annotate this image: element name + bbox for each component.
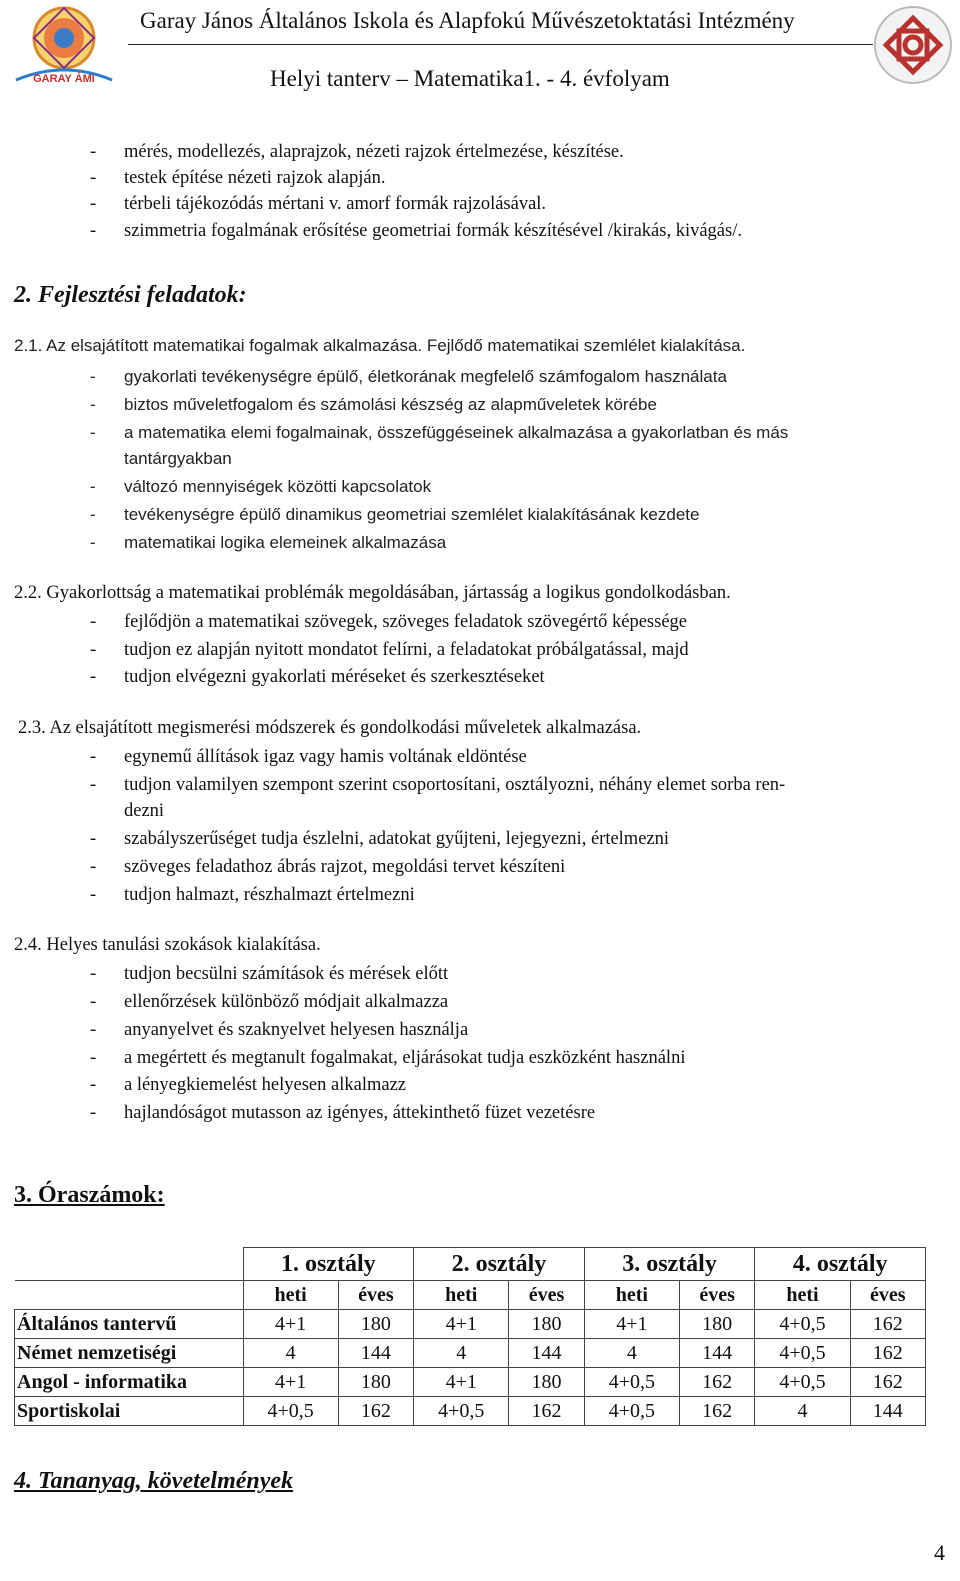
bullet-text: szimmetria fogalmának erősítése geometriai formák készítésével /kirakás, kivágás/. [124, 221, 742, 241]
table-cell: 4+0,5 [755, 1310, 850, 1339]
sub-header: heti [755, 1281, 850, 1310]
table-cell: 4+1 [243, 1310, 338, 1339]
table-cell: 162 [850, 1339, 925, 1368]
table-cell: 144 [509, 1339, 584, 1368]
table-cell: 144 [679, 1339, 754, 1368]
section-3-title [14, 1182, 165, 1209]
section-2-1-heading: 2.1. Az elsajátított matematikai fogalmak alkalmazása. Fejlődő matematikai szemlélet kialakítása. [14, 336, 746, 355]
sub-header: heti [584, 1281, 679, 1310]
logo-left-text: GARAY ÁMI [33, 73, 95, 85]
bullet-text: a matematika elemi fogalmainak, összefüggéseinek alkalmazása a gyakorlatban és más [124, 423, 789, 442]
sub-header: éves [509, 1281, 584, 1310]
table-cell: 144 [338, 1339, 413, 1368]
bullet-text: mérés, modellezés, alaprajzok, nézeti rajzok értelmezése, készítése. [124, 142, 624, 162]
section-2-2-heading: 2.2. Gyakorlottság a matematikai problémák megoldásában, jártasság a logikus gondolkodásban. [14, 583, 731, 603]
bullet-text: tevékenységre épülő dinamikus geometriai szemlélet kialakításának kezdete [124, 505, 700, 524]
bullet-text: egynemű állítások igaz vagy hamis voltának eldöntése [124, 747, 527, 767]
table-subheader-row [15, 1281, 926, 1310]
class-header: 1. osztály [243, 1248, 414, 1281]
school-name: Garay János Általános Iskola és Alapfokú Művészetoktatási Intézmény [140, 8, 795, 33]
bullet-text: a lényegkiemelést helyesen alkalmazz [124, 1075, 406, 1095]
table-cell: 4+1 [414, 1368, 509, 1397]
bullet-text: gyakorlati tevékenységre épülő, életkorának megfelelő számfogalom használata [124, 367, 727, 386]
section-4-title: 4. Tananyag, követelmények [14, 1468, 294, 1494]
bullet-text: fejlődjön a matematikai szövegek, szöveges feladatok szövegértő képessége [124, 612, 688, 632]
table-cell: 4+1 [243, 1368, 338, 1397]
bullet-text: szabályszerűséget tudja észlelni, adatokat gyűjteni, lejegyezni, értelmezni [124, 829, 670, 849]
sub-header: éves [338, 1281, 413, 1310]
table-row [15, 1310, 926, 1339]
section-3-title-text: 3. Óraszámok: [14, 1182, 165, 1208]
table-cell: 4+0,5 [755, 1339, 850, 1368]
school-logo-left [6, 2, 124, 88]
table-cell: 4 [584, 1339, 679, 1368]
page-header [0, 0, 960, 108]
section-2-3-heading: 2.3. Az elsajátított megismerési módszerek és gondolkodási műveletek alkalmazása. [18, 718, 642, 738]
bullet-text: tudjon valamilyen szempont szerint csoportosítani, osztályozni, néhány elemet sorba ren- [124, 775, 786, 795]
bullet-text: biztos műveletfogalom és számolási készség az alapműveletek körébe [124, 395, 657, 414]
header-divider [128, 44, 873, 45]
page-number: 4 [934, 1540, 945, 1565]
table-cell: 180 [509, 1310, 584, 1339]
row-label: Általános tantervű [15, 1310, 244, 1339]
bullet-text: dezni [124, 801, 165, 821]
table-cell: 162 [509, 1397, 584, 1426]
sub-header: éves [850, 1281, 925, 1310]
sub-header: éves [679, 1281, 754, 1310]
school-logo-right [872, 4, 954, 86]
table-cell: 4+0,5 [414, 1397, 509, 1426]
bullet-text: tudjon becsülni számítások és mérések előtt [124, 964, 449, 984]
bullet-text: változó mennyiségek közötti kapcsolatok [124, 477, 432, 496]
table-cell: 162 [850, 1368, 925, 1397]
table-cell: 180 [679, 1310, 754, 1339]
bullet-text: a megértett és megtanult fogalmakat, eljárásokat tudja eszközként használni [124, 1048, 686, 1068]
bullet-text: matematikai logika elemeinek alkalmazása [124, 533, 447, 552]
table-cell: 4+1 [414, 1310, 509, 1339]
table-cell: 4+1 [584, 1310, 679, 1339]
hours-table [14, 1247, 926, 1426]
table-cell: 144 [850, 1397, 925, 1426]
table-cell: 4 [414, 1339, 509, 1368]
empty-cell [15, 1281, 244, 1310]
bullet-text: szöveges feladathoz ábrás rajzot, megoldási tervet készíteni [124, 857, 566, 877]
table-cell: 4+0,5 [584, 1368, 679, 1397]
bullet-text: tudjon elvégezni gyakorlati méréseket és szerkesztéseket [124, 667, 545, 687]
bullet-text: anyanyelvet és szaknyelvet helyesen használja [124, 1020, 469, 1040]
table-cell: 162 [338, 1397, 413, 1426]
table-row [15, 1368, 926, 1397]
table-cell: 4 [755, 1397, 850, 1426]
bullet-text: tudjon halmazt, részhalmazt értelmezni [124, 885, 415, 905]
table-cell: 180 [509, 1368, 584, 1397]
row-label: Angol - informatika [15, 1368, 244, 1397]
sub-header: heti [243, 1281, 338, 1310]
class-header: 3. osztály [584, 1248, 755, 1281]
table-cell: 4 [243, 1339, 338, 1368]
table-cell: 162 [679, 1397, 754, 1426]
table-row [15, 1339, 926, 1368]
table-cell: 180 [338, 1310, 413, 1339]
class-header: 4. osztály [755, 1248, 926, 1281]
bullet-text: testek építése nézeti rajzok alapján. [124, 168, 386, 188]
bullet-text: ellenőrzések különböző módjait alkalmazza [124, 992, 449, 1012]
row-label: Német nemzetiségi [15, 1339, 244, 1368]
row-label: Sportiskolai [15, 1397, 244, 1426]
section-2-4-heading: 2.4. Helyes tanulási szokások kialakítása. [14, 935, 321, 955]
curriculum-subtitle: Helyi tanterv – Matematika1. - 4. évfolyam [270, 66, 670, 91]
sub-header: heti [414, 1281, 509, 1310]
class-header: 2. osztály [414, 1248, 585, 1281]
bullet-text: tantárgyakban [124, 449, 232, 468]
table-header-row [15, 1248, 926, 1281]
table-cell: 4+0,5 [243, 1397, 338, 1426]
table-cell: 4+0,5 [755, 1368, 850, 1397]
bullet-text: tudjon ez alapján nyitott mondatot felírni, a feladatokat próbálgatással, majd [124, 640, 689, 660]
section-2-title: 2. Fejlesztési feladatok: [14, 282, 247, 308]
empty-corner-cell [15, 1248, 244, 1281]
bullet-text: hajlandóságot mutasson az igényes, áttekinthető füzet vezetésre [124, 1103, 596, 1123]
bullet-text: térbeli tájékozódás mértani v. amorf formák rajzolásával. [124, 194, 547, 214]
table-cell: 162 [850, 1310, 925, 1339]
table-cell: 180 [338, 1368, 413, 1397]
table-cell: 4+0,5 [584, 1397, 679, 1426]
table-row [15, 1397, 926, 1426]
table-cell: 162 [679, 1368, 754, 1397]
